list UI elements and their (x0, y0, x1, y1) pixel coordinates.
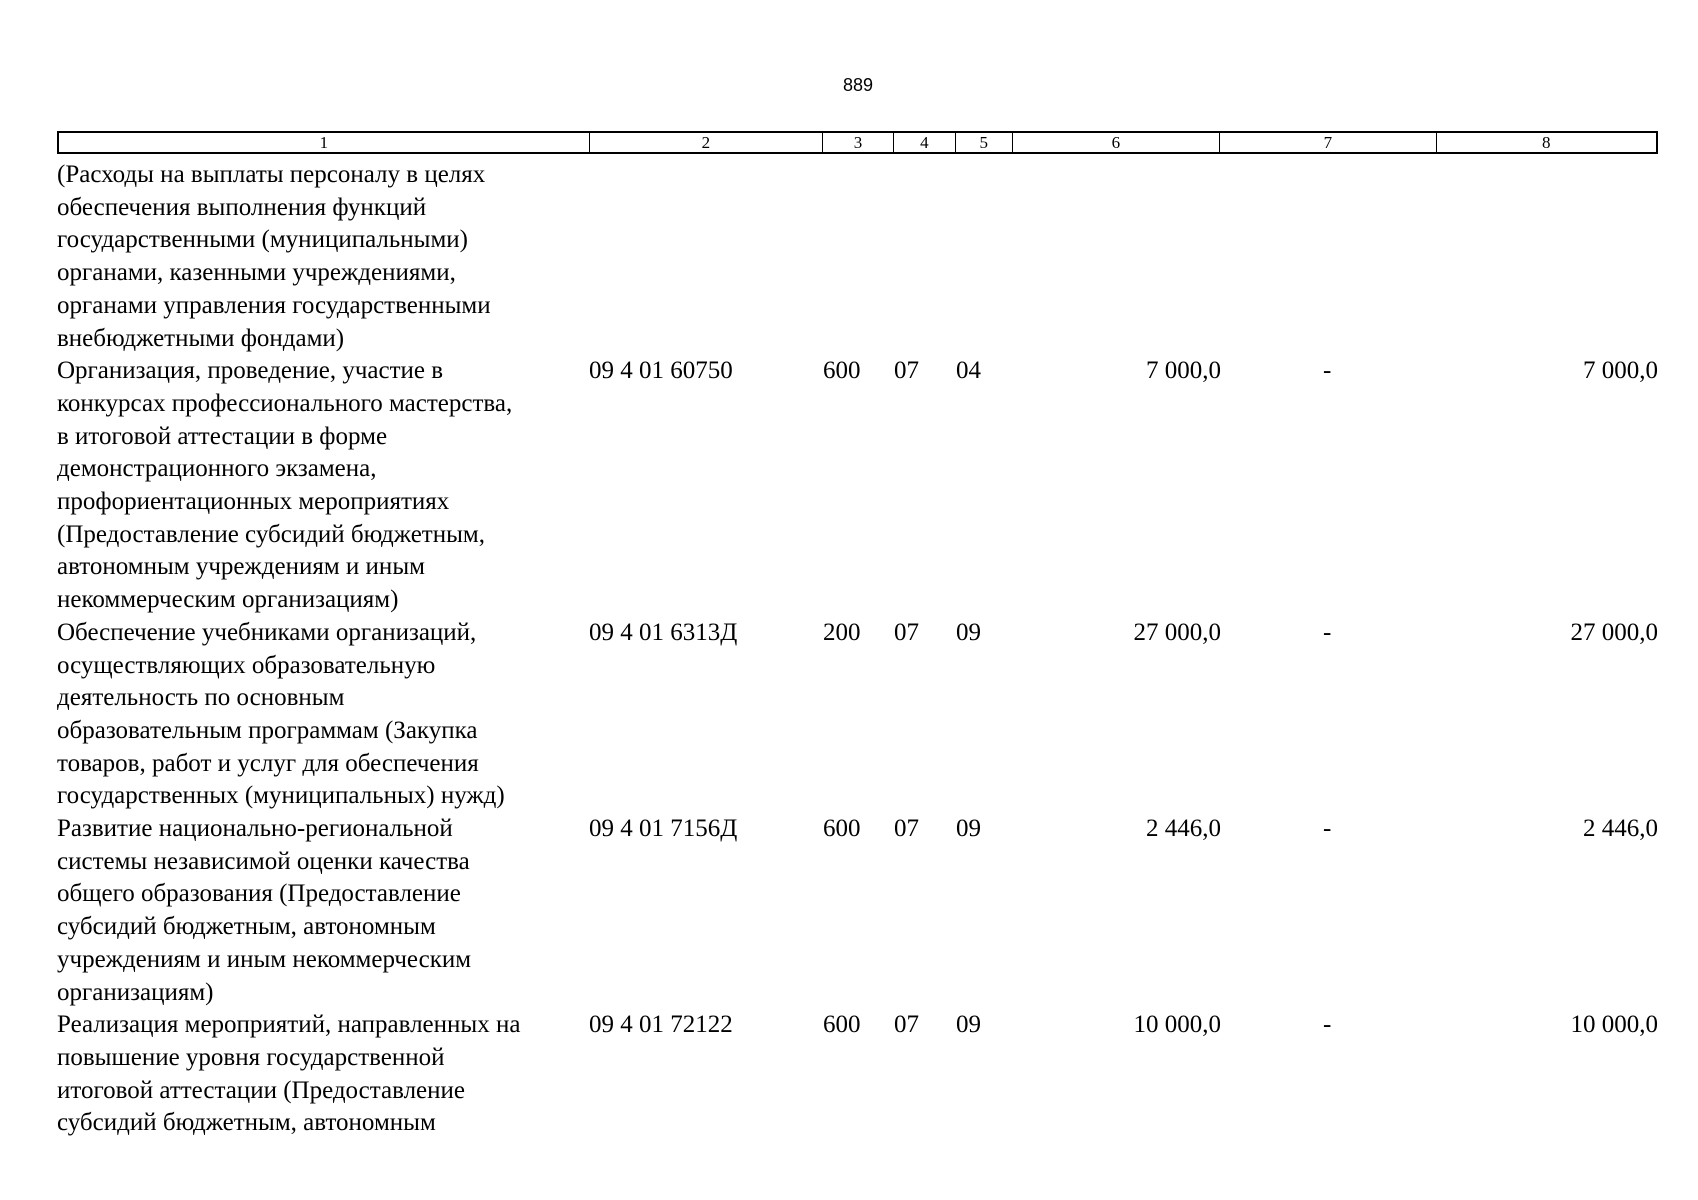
row-col-7-value: - (1323, 618, 1332, 646)
table-row (57, 617, 1658, 813)
row-code: 09 4 01 60750 (589, 357, 733, 385)
table-row (57, 159, 1658, 355)
row-code: 09 4 01 72122 (589, 1011, 733, 1039)
row-col-5: 09 (956, 1011, 981, 1039)
row-col-3 (823, 159, 894, 355)
row-col-4: 07 (894, 1011, 919, 1039)
row-col-7-value: - (1323, 357, 1332, 385)
row-col-7-value: - (1323, 815, 1332, 843)
page-number: 889 (842, 75, 874, 95)
row-col-3: 600 (823, 815, 861, 843)
row-col-7-value: - (1323, 1011, 1332, 1039)
header-col-4: 4 (894, 133, 956, 152)
row-col-3: 600 (823, 357, 861, 385)
table-row (57, 813, 1658, 1009)
row-col-7 (1221, 355, 1438, 617)
row-col-7 (1221, 617, 1438, 813)
table-body (57, 159, 1658, 1140)
header-col-6: 6 (1013, 133, 1220, 152)
row-col-3: 200 (823, 618, 861, 646)
row-name: Реализация мероприятий, направленных на повышение уровня государственной итоговой аттестации (Предоставление субсидий бюджетным, автономным (57, 1011, 521, 1137)
row-col-7 (1221, 813, 1438, 1009)
table-row (57, 1009, 1658, 1140)
header-col-1: 1 (59, 133, 590, 152)
row-code (589, 159, 823, 355)
row-code: 09 4 01 6313Д (589, 618, 738, 646)
row-name: Организация, проведение, участие в конкурсах профессионального мастерства, в итоговой аттестации в форме демонстрационного экзамена, профориентационных мероприятиях (Предоставление субсидий бюджетным, автономным учреждениям и иным некоммерческим организациям) (57, 357, 513, 614)
row-code: 09 4 01 7156Д (589, 815, 738, 843)
row-col-5 (956, 159, 1013, 355)
table-row (57, 355, 1658, 617)
row-col-4: 07 (894, 618, 919, 646)
row-col-6: 2 446,0 (1146, 815, 1221, 843)
row-col-8: 27 000,0 (1570, 618, 1658, 646)
row-col-4: 07 (894, 815, 919, 843)
row-col-6: 10 000,0 (1133, 1011, 1221, 1039)
row-col-3: 600 (823, 1011, 861, 1039)
row-col-7 (1221, 159, 1438, 355)
row-name: Развитие национально-региональной системы независимой оценки качества общего образования (Предоставление субсидий бюджетным, автономным учреждениям и иным некоммерческим организациям) (57, 815, 472, 1006)
row-col-8: 2 446,0 (1583, 815, 1658, 843)
row-col-6: 7 000,0 (1146, 357, 1221, 385)
row-col-8 (1438, 159, 1658, 355)
row-col-4 (894, 159, 956, 355)
header-col-2: 2 (590, 133, 823, 152)
header-col-8: 8 (1542, 133, 1551, 152)
row-col-6: 27 000,0 (1133, 618, 1221, 646)
row-col-7 (1221, 1009, 1438, 1140)
table-header (57, 131, 1658, 154)
row-col-8: 10 000,0 (1570, 1011, 1658, 1039)
row-col-4: 07 (894, 357, 919, 385)
header-col-5: 5 (956, 133, 1013, 152)
row-col-8: 7 000,0 (1583, 357, 1658, 385)
row-name: Обеспечение учебниками организаций, осуществляющих образовательную деятельность по основным образовательным программам (Закупка товаров, работ и услуг для обеспечения государственных (муниципальных) нужд) (57, 618, 505, 810)
row-col-5: 09 (956, 815, 981, 843)
row-col-6 (1013, 159, 1221, 355)
row-col-5: 09 (956, 618, 981, 646)
row-col-5: 04 (956, 357, 981, 385)
header-col-3: 3 (823, 133, 894, 152)
row-name: (Расходы на выплаты персоналу в целях обеспечения выполнения функций государственными (муниципальными) органами, казенными учреждениями, органами управления государственными внебюджетными фондами) (57, 161, 491, 352)
header-col-7: 7 (1220, 133, 1436, 152)
